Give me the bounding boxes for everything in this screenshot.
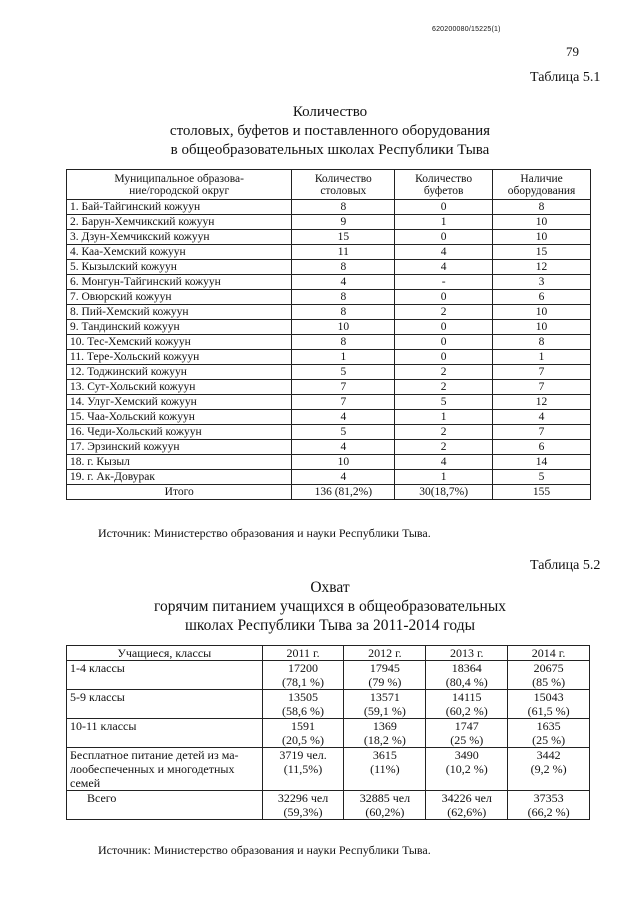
municipality-cell: 11. Тере-Хольский кожуун <box>67 350 292 365</box>
count-value: 32296 чел <box>277 791 329 805</box>
value-cell: 0 <box>395 320 493 335</box>
count-value: 20675 <box>533 661 564 675</box>
percent-value: (9,2 %) <box>530 762 567 776</box>
municipality-cell: Итого <box>67 485 292 500</box>
municipality-cell: 10. Тес-Хемский кожуун <box>67 335 292 350</box>
value-cell: 2 <box>395 425 493 440</box>
value-cell: 10 <box>493 230 591 245</box>
percent-value: (59,1 %) <box>363 704 406 718</box>
value-cell: 10 <box>493 320 591 335</box>
percent-value: (62,6%) <box>447 805 487 819</box>
value-cell <box>262 748 344 791</box>
table-row <box>67 470 591 485</box>
value-cell: 12 <box>493 395 591 410</box>
count-value: 1369 <box>372 719 397 733</box>
count-value: 13505 <box>288 690 319 704</box>
value-cell: 10 <box>493 305 591 320</box>
count-value: 1635 <box>536 719 561 733</box>
category-cell <box>67 719 263 748</box>
value-cell: 2 <box>395 380 493 395</box>
percent-value: (20,5 %) <box>282 733 325 747</box>
table-row <box>67 290 591 305</box>
header-line: Муниципальное образова- <box>114 172 244 185</box>
percent-value: (25 %) <box>532 733 566 747</box>
category-line: семей <box>70 776 101 790</box>
value-cell: 1 <box>395 410 493 425</box>
value-cell: 0 <box>395 230 493 245</box>
value-cell: 8 <box>292 305 395 320</box>
table1-title-line: столовых, буфетов и поставленного оборудования <box>169 123 491 139</box>
percent-value: (58,6 %) <box>282 704 325 718</box>
value-cell: 4 <box>292 470 395 485</box>
table-row-total <box>67 485 591 500</box>
value-cell: 5 <box>292 425 395 440</box>
category-line: лообеспеченных и многодетных <box>70 762 235 776</box>
category-cell <box>67 791 263 820</box>
value-cell: 0 <box>395 335 493 350</box>
value-cell: 155 <box>493 485 591 500</box>
table2-title <box>60 578 600 635</box>
percent-value: (61,5 %) <box>527 704 570 718</box>
value-cell: 15 <box>292 230 395 245</box>
value-cell: 0 <box>395 350 493 365</box>
value-cell: 8 <box>292 335 395 350</box>
percent-value: (79 %) <box>368 675 402 689</box>
value-cell: 2 <box>395 440 493 455</box>
table2-header-2014: 2014 г. <box>508 646 590 661</box>
table-row <box>67 440 591 455</box>
table-row <box>67 690 590 719</box>
value-cell: - <box>395 275 493 290</box>
value-cell: 136 (81,2%) <box>292 485 395 500</box>
percent-value: (10,2 %) <box>445 762 488 776</box>
table1-title-line: в общеобразовательных школах Республики Тыва <box>170 142 490 158</box>
value-cell: 14 <box>493 455 591 470</box>
table-row <box>67 245 591 260</box>
percent-value: (78,1 %) <box>282 675 325 689</box>
value-cell: 4 <box>395 260 493 275</box>
value-cell <box>344 661 426 690</box>
table-row <box>67 275 591 290</box>
value-cell: 7 <box>493 425 591 440</box>
category-line: 5-9 классы <box>70 690 125 704</box>
value-cell: 3 <box>493 275 591 290</box>
municipality-cell: 5. Кызылский кожуун <box>67 260 292 275</box>
table1-title-line: Количество <box>292 104 368 120</box>
municipality-cell: 2. Барун-Хемчикский кожуун <box>67 215 292 230</box>
header-line: буфетов <box>423 184 464 197</box>
table-row <box>67 260 591 275</box>
category-cell <box>67 748 263 791</box>
category-line: 1-4 классы <box>70 661 125 675</box>
category-cell <box>67 661 263 690</box>
table-row <box>67 200 591 215</box>
value-cell: 4 <box>292 275 395 290</box>
municipality-cell: 4. Каа-Хемский кожуун <box>67 245 292 260</box>
table2-header-2011: 2011 г. <box>262 646 344 661</box>
value-cell: 1 <box>395 215 493 230</box>
count-value: 15043 <box>533 690 564 704</box>
municipality-cell: 19. г. Ак-Довурак <box>67 470 292 485</box>
table2-header-students: Учащиеся, классы <box>67 646 263 661</box>
value-cell: 4 <box>292 410 395 425</box>
value-cell: 0 <box>395 200 493 215</box>
value-cell <box>344 791 426 820</box>
table1-header-equipment <box>493 170 591 200</box>
table-row <box>67 661 590 690</box>
table2-title-line: горячим питанием учащихся в общеобразовательных <box>153 598 506 615</box>
header-line: столовых <box>320 184 367 197</box>
table2-title-line: школах Республики Тыва за 2011-2014 годы <box>185 617 475 634</box>
municipality-cell: 17. Эрзинский кожуун <box>67 440 292 455</box>
value-cell: 11 <box>292 245 395 260</box>
value-cell: 10 <box>493 215 591 230</box>
value-cell: 8 <box>292 260 395 275</box>
value-cell: 5 <box>292 365 395 380</box>
municipality-cell: 8. Пий-Хемский кожуун <box>67 305 292 320</box>
value-cell: 2 <box>395 305 493 320</box>
value-cell <box>508 748 590 791</box>
value-cell: 4 <box>292 440 395 455</box>
table-row <box>67 455 591 470</box>
value-cell <box>344 690 426 719</box>
value-cell: 9 <box>292 215 395 230</box>
table-row-total <box>67 791 590 820</box>
table-row <box>67 350 591 365</box>
municipality-cell: 16. Чеди-Хольский кожуун <box>67 425 292 440</box>
value-cell: 7 <box>493 365 591 380</box>
percent-value: (11,5%) <box>283 762 323 776</box>
value-cell <box>426 661 508 690</box>
value-cell: 4 <box>493 410 591 425</box>
value-cell: 4 <box>395 245 493 260</box>
count-value: 34226 чел <box>441 791 492 805</box>
header-line: ние/городской округ <box>129 184 230 197</box>
value-cell: 15 <box>493 245 591 260</box>
count-value: 18364 <box>451 661 482 675</box>
municipality-cell: 18. г. Кызыл <box>67 455 292 470</box>
category-line: Всего <box>87 791 117 805</box>
header-line: Наличие <box>520 172 563 185</box>
value-cell <box>508 661 590 690</box>
municipality-cell: 7. Овюрский кожуун <box>67 290 292 305</box>
document-id: 620200080/15225(1) <box>432 26 501 33</box>
value-cell: 7 <box>292 380 395 395</box>
municipality-cell: 12. Тоджинский кожуун <box>67 365 292 380</box>
header-line: Количество <box>415 172 473 185</box>
municipality-cell: 1. Бай-Тайгинский кожуун <box>67 200 292 215</box>
table2-header-row <box>67 646 590 661</box>
table-row <box>67 320 591 335</box>
percent-value: (18,2 %) <box>363 733 406 747</box>
count-value: 3719 чел. <box>279 748 327 762</box>
municipality-cell: 13. Сут-Хольский кожуун <box>67 380 292 395</box>
table1-label: Таблица 5.1 <box>530 70 601 85</box>
table-row <box>67 230 591 245</box>
value-cell <box>508 791 590 820</box>
table-row <box>67 335 591 350</box>
table-row <box>67 215 591 230</box>
table2-header-2012: 2012 г. <box>344 646 426 661</box>
value-cell: 1 <box>493 350 591 365</box>
count-value: 3490 <box>454 748 479 762</box>
count-value: 3615 <box>372 748 397 762</box>
percent-value: (60,2 %) <box>445 704 488 718</box>
municipality-cell: 9. Тандинский кожуун <box>67 320 292 335</box>
value-cell: 8 <box>493 200 591 215</box>
table-row <box>67 305 591 320</box>
value-cell <box>262 791 344 820</box>
count-value: 3442 <box>536 748 561 762</box>
table-row <box>67 425 591 440</box>
table1-header-canteens <box>292 170 395 200</box>
category-line: Бесплатное питание детей из ма- <box>70 748 239 762</box>
category-cell <box>67 690 263 719</box>
count-value: 17945 <box>369 661 400 675</box>
table1-header-municipality <box>67 170 292 200</box>
count-value: 32885 чел <box>359 791 411 805</box>
value-cell <box>426 690 508 719</box>
header-line: Количество <box>314 172 372 185</box>
value-cell: 5 <box>395 395 493 410</box>
value-cell: 6 <box>493 290 591 305</box>
value-cell <box>508 690 590 719</box>
table-row <box>67 395 591 410</box>
table1-header-row <box>67 170 591 200</box>
count-value: 1591 <box>291 719 316 733</box>
count-value: 14115 <box>451 690 482 704</box>
value-cell: 12 <box>493 260 591 275</box>
municipality-cell: 6. Монгун-Тайгинский кожуун <box>67 275 292 290</box>
value-cell: 30(18,7%) <box>395 485 493 500</box>
percent-value: (59,3%) <box>283 805 323 819</box>
value-cell: 6 <box>493 440 591 455</box>
value-cell <box>262 690 344 719</box>
value-cell: 8 <box>292 290 395 305</box>
table2-label: Таблица 5.2 <box>530 558 601 573</box>
percent-value: (80,4 %) <box>445 675 488 689</box>
municipality-cell: 15. Чаа-Хольский кожуун <box>67 410 292 425</box>
percent-value: (11%) <box>370 762 400 776</box>
table-row <box>67 748 590 791</box>
percent-value: (66,2 %) <box>527 805 570 819</box>
percent-value: (25 %) <box>450 733 484 747</box>
value-cell: 1 <box>292 350 395 365</box>
percent-value: (85 %) <box>532 675 566 689</box>
table1-title <box>60 103 600 160</box>
value-cell: 0 <box>395 290 493 305</box>
value-cell <box>508 719 590 748</box>
table-row <box>67 380 591 395</box>
table-row <box>67 410 591 425</box>
value-cell <box>344 719 426 748</box>
value-cell: 10 <box>292 455 395 470</box>
value-cell: 8 <box>493 335 591 350</box>
header-line: оборудования <box>507 184 576 197</box>
value-cell <box>426 719 508 748</box>
value-cell: 5 <box>493 470 591 485</box>
count-value: 13571 <box>369 690 400 704</box>
table1-header-buffets <box>395 170 493 200</box>
value-cell: 10 <box>292 320 395 335</box>
value-cell: 4 <box>395 455 493 470</box>
canteens-table <box>66 169 591 500</box>
table2-title-line: Охват <box>310 579 350 596</box>
value-cell <box>262 719 344 748</box>
table-row <box>67 365 591 380</box>
value-cell: 2 <box>395 365 493 380</box>
value-cell <box>426 748 508 791</box>
table1-source: Источник: Министерство образования и науки Республики Тыва. <box>98 526 431 540</box>
value-cell <box>344 748 426 791</box>
value-cell: 7 <box>493 380 591 395</box>
municipality-cell: 14. Улуг-Хемский кожуун <box>67 395 292 410</box>
municipality-cell: 3. Дзун-Хемчикский кожуун <box>67 230 292 245</box>
value-cell <box>426 791 508 820</box>
value-cell: 1 <box>395 470 493 485</box>
percent-value: (60,2%) <box>365 805 405 819</box>
value-cell: 7 <box>292 395 395 410</box>
value-cell <box>262 661 344 690</box>
table2-header-2013: 2013 г. <box>426 646 508 661</box>
count-value: 37353 <box>533 791 564 805</box>
table-row <box>67 719 590 748</box>
table2-source: Источник: Министерство образования и науки Республики Тыва. <box>98 843 431 857</box>
hot-meals-table <box>66 645 590 820</box>
count-value: 17200 <box>288 661 319 675</box>
count-value: 1747 <box>454 719 479 733</box>
page-number: 79 <box>566 44 579 59</box>
value-cell: 8 <box>292 200 395 215</box>
category-line: 10-11 классы <box>70 719 137 733</box>
